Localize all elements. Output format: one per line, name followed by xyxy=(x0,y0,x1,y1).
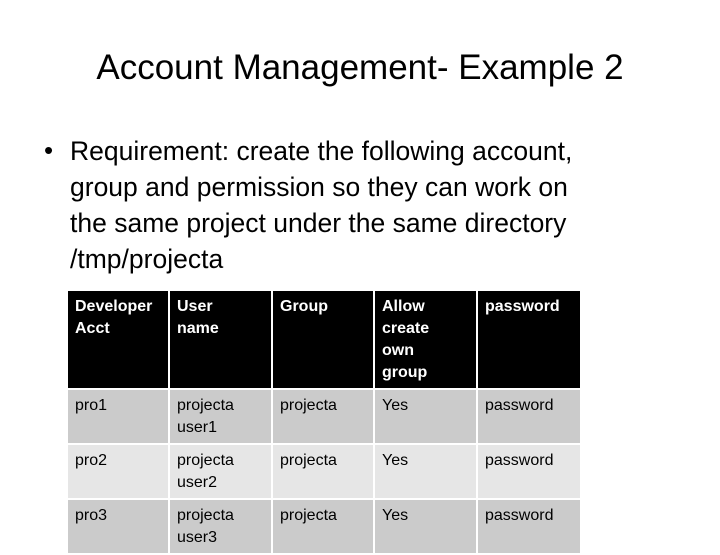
table-row xyxy=(67,389,581,444)
cell-group: projecta xyxy=(272,444,374,499)
cell-allow-create: Yes xyxy=(374,499,477,554)
table-header-row xyxy=(67,291,581,389)
cell-developer-acct: pro1 xyxy=(67,389,169,444)
cell-allow-create: Yes xyxy=(374,444,477,499)
cell-user-name: projecta user1 xyxy=(169,389,272,444)
cell-password: password xyxy=(477,444,581,499)
cell-password: password xyxy=(477,389,581,444)
header-password: password xyxy=(477,291,581,389)
table-row xyxy=(67,444,581,499)
header-developer-acct: Developer Acct xyxy=(67,291,169,389)
cell-user-name: projecta user2 xyxy=(169,444,272,499)
slide-title: Account Management- Example 2 xyxy=(96,48,624,87)
table-row xyxy=(67,499,581,554)
header-allow-create-own-group: Allow create own group xyxy=(374,291,477,389)
cell-developer-acct: pro2 xyxy=(67,444,169,499)
cell-user-name: projecta user3 xyxy=(169,499,272,554)
cell-allow-create: Yes xyxy=(374,389,477,444)
requirement-bullet xyxy=(44,133,704,277)
cell-group: projecta xyxy=(272,389,374,444)
requirement-text: Requirement: create the following account, group and permission so they can work on the same project under the same directory /tmp/projecta xyxy=(70,136,573,274)
header-group: Group xyxy=(272,291,374,389)
header-user-name: User name xyxy=(169,291,272,389)
bullet-icon: • xyxy=(44,135,54,165)
cell-group: projecta xyxy=(272,499,374,554)
cell-password: password xyxy=(477,499,581,554)
cell-developer-acct: pro3 xyxy=(67,499,169,554)
account-table xyxy=(66,291,582,555)
